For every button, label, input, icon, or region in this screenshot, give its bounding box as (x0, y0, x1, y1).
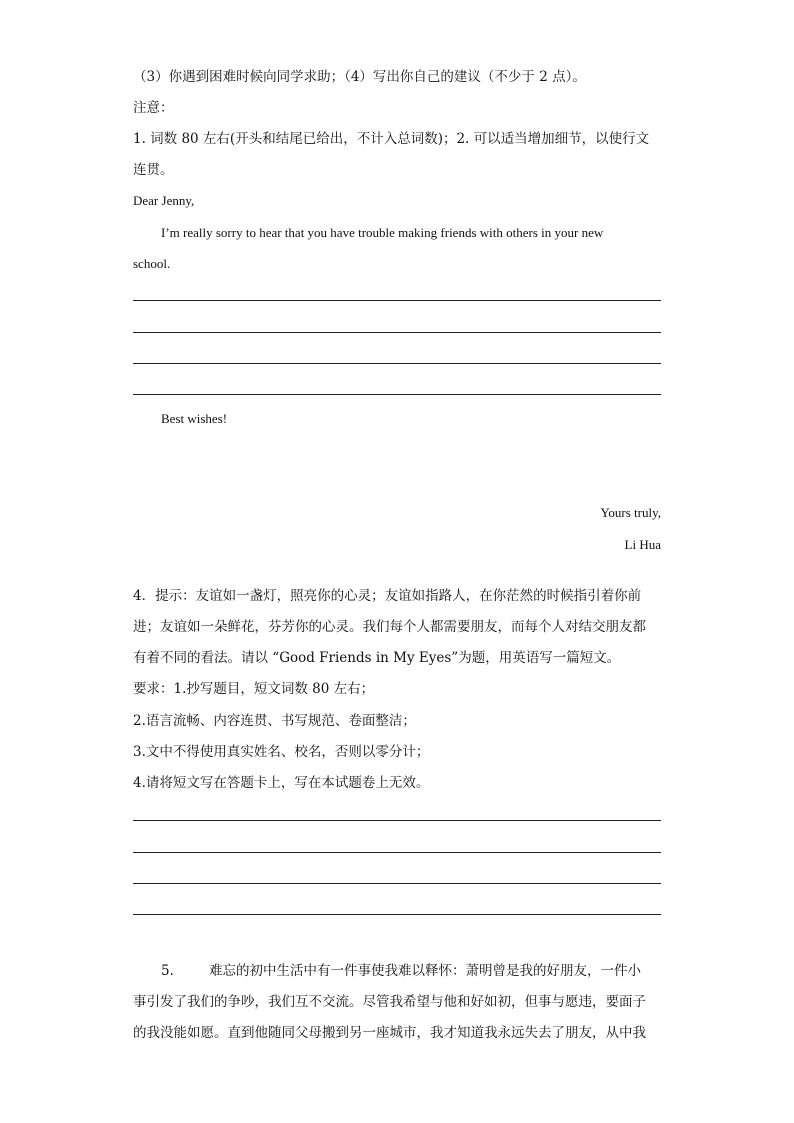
answer-line[interactable] (133, 363, 661, 364)
note-line-1: 1. 词数 80 左右(开头和结尾已给出，不计入总词数)；2. 可以适当增加细节，以使行文 (133, 131, 650, 147)
note-line-2: 连贯。 (133, 162, 174, 178)
task4-requirement-4: 4.请将短文写在答题卡上，写在本试题卷上无效。 (133, 775, 430, 791)
answer-line[interactable] (133, 852, 661, 853)
letter-signoff: Yours truly, (600, 505, 661, 520)
task5-line-2: 事引发了我们的争吵，我们互不交流。尽管我希望与他和好如初，但事与愿违，要面子 (133, 994, 646, 1010)
task4-requirement-2: 2.语言流畅、内容连贯、书写规范、卷面整洁； (133, 713, 416, 729)
task5-line-1: 难忘的初中生活中有一件事使我难以释怀：萧明曾是我的好朋友，一件小 (209, 963, 641, 979)
letter-opening-line-2: school. (133, 256, 171, 271)
task5-line-3: 的我没能如愿。直到他随同父母搬到另一座城市，我才知道我永远失去了朋友，从中我 (133, 1025, 646, 1041)
letter-signature: Li Hua (624, 537, 661, 552)
answer-line[interactable] (133, 883, 661, 884)
task4-requirement-3: 3.文中不得使用真实姓名、校名，否则以零分计； (133, 744, 430, 760)
task4-prompt-line-3: 有着不同的看法。请以 “Good Friends in My Eyes”为题，用英语写一篇短文。 (133, 650, 621, 666)
answer-line[interactable] (133, 820, 661, 821)
answer-line[interactable] (133, 300, 661, 301)
answer-line[interactable] (133, 394, 661, 395)
letter-salutation: Dear Jenny, (133, 193, 195, 208)
task4-requirement-1: 要求：1.抄写题目，短文词数 80 左右； (133, 681, 375, 697)
answer-line[interactable] (133, 332, 661, 333)
letter-opening-line-1: I’m really sorry to hear that you have trouble making friends with others in your new (161, 225, 604, 240)
note-label: 注意： (133, 100, 174, 116)
task4-prompt-line-1: 4．提示：友谊如一盏灯，照亮你的心灵；友谊如指路人，在你茫然的时候指引着你前 (133, 588, 642, 604)
answer-line[interactable] (133, 914, 661, 915)
letter-closing: Best wishes! (161, 411, 228, 426)
task4-prompt-line-2: 进；友谊如一朵鲜花，芬芳你的心灵。我们每个人都需要朋友，而每个人对结交朋友都 (133, 619, 646, 635)
task5-number: 5． (161, 963, 184, 979)
task3-requirements-line: （3）你遇到困难时候向同学求助；（4）写出你自己的建议（不少于 2 点）。 (133, 69, 586, 85)
